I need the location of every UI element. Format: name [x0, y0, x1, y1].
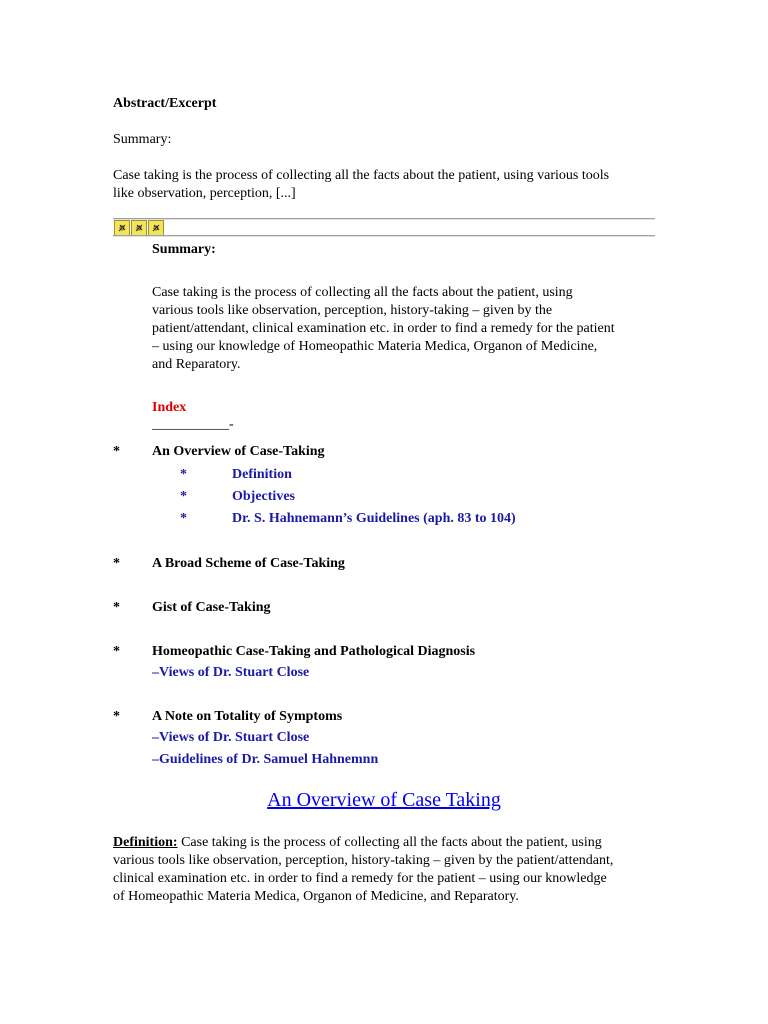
divider-bottom: [113, 235, 655, 237]
definition-line: various tools like observation, perception, history-taking – given by the patient/attendant,: [113, 853, 614, 868]
summary-line: and Reparatory.: [152, 357, 241, 372]
icon-toolbar: [114, 220, 164, 236]
abstract-heading: Abstract/Excerpt: [113, 96, 217, 111]
index-item-totality[interactable]: A Note on Totality of Symptoms: [152, 709, 343, 724]
summary-paragraph: [152, 284, 615, 374]
index-item-overview[interactable]: An Overview of Case-Taking: [152, 444, 325, 459]
abstract-summary-label: Summary:: [113, 132, 172, 147]
index-item-broad-scheme[interactable]: A Broad Scheme of Case-Taking: [152, 556, 345, 571]
abstract-text-line-2: like observation, perception, [...]: [113, 186, 296, 201]
index-link-definition[interactable]: Definition: [232, 467, 292, 482]
index-rule: ___________-: [152, 417, 234, 432]
sub-bullet-star: *: [180, 489, 187, 504]
bullet-star: *: [113, 644, 120, 659]
index-link-objectives[interactable]: Objectives: [232, 489, 295, 504]
overview-title-link[interactable]: An Overview of Case Taking: [267, 789, 501, 811]
index-item-pathological-diagnosis[interactable]: Homeopathic Case-Taking and Pathological Diagnosis: [152, 644, 476, 659]
bullet-star: *: [113, 444, 120, 459]
summary-line: patient/attendant, clinical examination etc. in order to find a remedy for the patient: [152, 321, 615, 336]
index-link-stuart-close-2[interactable]: –Views of Dr. Stuart Close: [152, 730, 310, 745]
sub-bullet-star: *: [180, 511, 187, 526]
rating-icon[interactable]: [131, 220, 147, 236]
index-item-gist[interactable]: Gist of Case-Taking: [152, 600, 271, 615]
divider-top: [113, 218, 655, 220]
index-link-stuart-close[interactable]: –Views of Dr. Stuart Close: [152, 665, 310, 680]
definition-line: clinical examination etc. in order to find a remedy for the patient – using our knowledge: [113, 871, 607, 886]
sub-bullet-star: *: [180, 467, 187, 482]
index-link-hahnemann[interactable]: –Guidelines of Dr. Samuel Hahnemnn: [152, 752, 379, 767]
definition-label: Definition:: [113, 835, 178, 850]
summary-line: Case taking is the process of collecting all the facts about the patient, using: [152, 285, 573, 300]
summary-line: – using our knowledge of Homeopathic Materia Medica, Organon of Medicine,: [152, 339, 598, 354]
bullet-star: *: [113, 709, 120, 724]
overview-title-wrap: [0, 789, 768, 812]
bullet-star: *: [113, 556, 120, 571]
definition-line: Case taking is the process of collecting all the facts about the patient, using: [177, 835, 602, 850]
rating-icon[interactable]: [148, 220, 164, 236]
index-heading: Index: [152, 400, 187, 415]
definition-paragraph: [113, 834, 658, 906]
abstract-text-line-1: Case taking is the process of collecting all the facts about the patient, using various tools: [113, 168, 610, 183]
definition-line: of Homeopathic Materia Medica, Organon of Medicine, and Reparatory.: [113, 889, 519, 904]
summary-line: various tools like observation, perception, history-taking – given by the: [152, 303, 553, 318]
summary-heading: Summary:: [152, 242, 216, 257]
index-link-hahnemann-guidelines[interactable]: Dr. S. Hahnemann’s Guidelines (aph. 83 to 104): [232, 511, 516, 526]
rating-icon[interactable]: [114, 220, 130, 236]
bullet-star: *: [113, 600, 120, 615]
